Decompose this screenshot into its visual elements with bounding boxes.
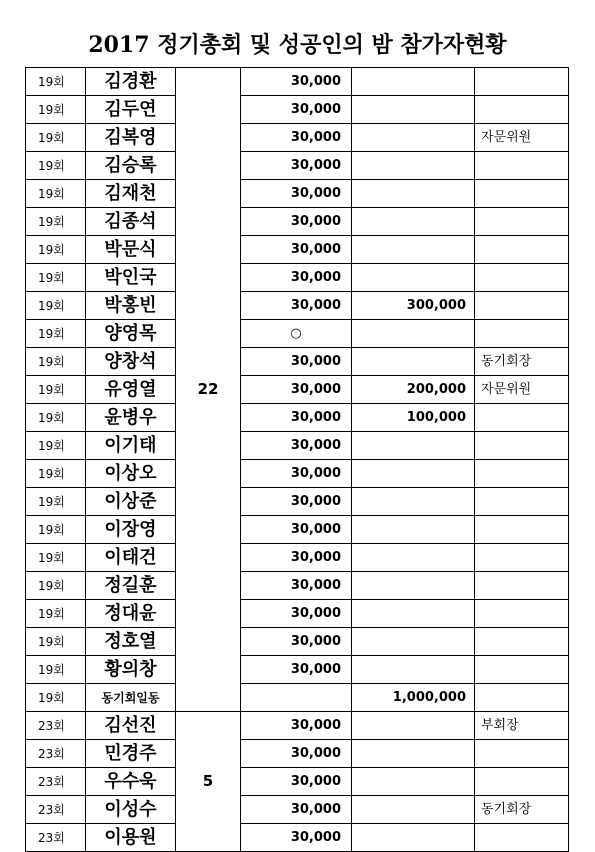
donation-cell: 200,000 [352, 376, 475, 404]
class-year-cell: 23회 [26, 824, 86, 852]
fee-cell: 30,000 [241, 208, 352, 236]
fee-cell: 30,000 [241, 600, 352, 628]
note-cell [475, 236, 569, 264]
name-cell: 정길훈 [86, 572, 176, 600]
participant-table [25, 67, 569, 852]
donation-cell [352, 432, 475, 460]
table-row [26, 208, 569, 236]
donation-cell: 300,000 [352, 292, 475, 320]
table-row [26, 796, 569, 824]
note-cell [475, 516, 569, 544]
note-cell [475, 96, 569, 124]
class-year-cell: 19회 [26, 208, 86, 236]
fee-cell: 30,000 [241, 264, 352, 292]
class-year-cell: 19회 [26, 124, 86, 152]
name-cell: 이상오 [86, 460, 176, 488]
name-cell: 황의창 [86, 656, 176, 684]
table-row [26, 572, 569, 600]
name-cell: 박문식 [86, 236, 176, 264]
class-year-cell: 19회 [26, 152, 86, 180]
name-cell: 유영열 [86, 376, 176, 404]
donation-cell [352, 68, 475, 96]
note-cell [475, 684, 569, 712]
fee-cell: 30,000 [241, 152, 352, 180]
class-year-cell: 23회 [26, 740, 86, 768]
fee-cell: ○ [241, 320, 352, 348]
donation-cell [352, 460, 475, 488]
note-cell [475, 180, 569, 208]
fee-cell: 30,000 [241, 572, 352, 600]
class-year-cell: 19회 [26, 96, 86, 124]
note-cell [475, 68, 569, 96]
donation-cell [352, 516, 475, 544]
name-cell: 윤병우 [86, 404, 176, 432]
note-cell: 동기회장 [475, 348, 569, 376]
name-cell: 김승록 [86, 152, 176, 180]
group-count-cell: 22 [176, 68, 241, 712]
fee-cell: 30,000 [241, 768, 352, 796]
note-cell: 동기회장 [475, 796, 569, 824]
table-row [26, 68, 569, 96]
donation-cell [352, 488, 475, 516]
donation-cell [352, 180, 475, 208]
donation-cell [352, 572, 475, 600]
fee-cell: 30,000 [241, 236, 352, 264]
table-row [26, 460, 569, 488]
fee-cell: 30,000 [241, 824, 352, 852]
name-cell: 양영목 [86, 320, 176, 348]
donation-cell [352, 348, 475, 376]
table-row [26, 628, 569, 656]
class-year-cell: 19회 [26, 68, 86, 96]
donation-cell [352, 236, 475, 264]
class-year-cell: 19회 [26, 264, 86, 292]
class-year-cell: 19회 [26, 432, 86, 460]
fee-cell: 30,000 [241, 488, 352, 516]
name-cell: 정호열 [86, 628, 176, 656]
name-cell: 이상준 [86, 488, 176, 516]
donation-cell [352, 96, 475, 124]
table-row [26, 124, 569, 152]
fee-cell: 30,000 [241, 348, 352, 376]
class-year-cell: 19회 [26, 656, 86, 684]
donation-cell [352, 768, 475, 796]
donation-cell [352, 656, 475, 684]
fee-cell: 30,000 [241, 96, 352, 124]
donation-cell [352, 712, 475, 740]
name-cell: 이장영 [86, 516, 176, 544]
donation-cell [352, 740, 475, 768]
class-year-cell: 19회 [26, 628, 86, 656]
note-cell [475, 768, 569, 796]
name-cell: 김두연 [86, 96, 176, 124]
fee-cell: 30,000 [241, 180, 352, 208]
fee-cell: 30,000 [241, 68, 352, 96]
name-cell: 김재천 [86, 180, 176, 208]
group-count-cell: 5 [176, 712, 241, 852]
table-row [26, 348, 569, 376]
note-cell [475, 432, 569, 460]
fee-cell: 30,000 [241, 544, 352, 572]
name-cell: 이용원 [86, 824, 176, 852]
table-row [26, 544, 569, 572]
fee-cell: 30,000 [241, 516, 352, 544]
table-row [26, 488, 569, 516]
donation-cell [352, 320, 475, 348]
note-cell [475, 488, 569, 516]
table-row [26, 684, 569, 712]
note-cell: 부회장 [475, 712, 569, 740]
note-cell: 자문위원 [475, 124, 569, 152]
note-cell [475, 656, 569, 684]
note-cell [475, 208, 569, 236]
name-cell: 우수욱 [86, 768, 176, 796]
note-cell [475, 264, 569, 292]
class-year-cell: 23회 [26, 768, 86, 796]
table-row [26, 264, 569, 292]
name-cell: 박홍빈 [86, 292, 176, 320]
donation-cell: 100,000 [352, 404, 475, 432]
donation-cell [352, 600, 475, 628]
table-row [26, 404, 569, 432]
table-row [26, 180, 569, 208]
donation-cell [352, 824, 475, 852]
donation-cell: 1,000,000 [352, 684, 475, 712]
class-year-cell: 19회 [26, 180, 86, 208]
note-cell [475, 404, 569, 432]
class-year-cell: 19회 [26, 460, 86, 488]
class-year-cell: 19회 [26, 404, 86, 432]
note-cell [475, 824, 569, 852]
donation-cell [352, 796, 475, 824]
class-year-cell: 19회 [26, 572, 86, 600]
fee-cell: 30,000 [241, 404, 352, 432]
note-cell [475, 292, 569, 320]
participant-table-body [26, 68, 569, 852]
note-cell [475, 320, 569, 348]
table-row [26, 656, 569, 684]
name-cell: 김복영 [86, 124, 176, 152]
class-year-cell: 19회 [26, 348, 86, 376]
class-year-cell: 19회 [26, 488, 86, 516]
name-cell: 이태건 [86, 544, 176, 572]
table-row [26, 712, 569, 740]
donation-cell [352, 544, 475, 572]
name-cell: 이기태 [86, 432, 176, 460]
fee-cell: 30,000 [241, 124, 352, 152]
note-cell [475, 600, 569, 628]
class-year-cell: 19회 [26, 684, 86, 712]
name-cell: 박인국 [86, 264, 176, 292]
note-cell [475, 544, 569, 572]
donation-cell [352, 152, 475, 180]
page-title: 2017 정기총회 및 성공인의 밤 참가자현황 [88, 32, 507, 58]
name-cell: 동기회일동 [86, 684, 176, 712]
fee-cell: 30,000 [241, 656, 352, 684]
table-row [26, 740, 569, 768]
table-row [26, 96, 569, 124]
name-cell: 김경환 [86, 68, 176, 96]
table-row [26, 320, 569, 348]
class-year-cell: 19회 [26, 292, 86, 320]
name-cell: 민경주 [86, 740, 176, 768]
class-year-cell: 19회 [26, 544, 86, 572]
name-cell: 김선진 [86, 712, 176, 740]
class-year-cell: 19회 [26, 376, 86, 404]
fee-cell: 30,000 [241, 628, 352, 656]
table-row [26, 600, 569, 628]
class-year-cell: 19회 [26, 320, 86, 348]
note-cell [475, 460, 569, 488]
class-year-cell: 19회 [26, 236, 86, 264]
table-row [26, 152, 569, 180]
donation-cell [352, 628, 475, 656]
donation-cell [352, 124, 475, 152]
table-row [26, 292, 569, 320]
name-cell: 이성수 [86, 796, 176, 824]
donation-cell [352, 264, 475, 292]
name-cell: 정대윤 [86, 600, 176, 628]
donation-cell [352, 208, 475, 236]
table-row [26, 236, 569, 264]
name-cell: 양창석 [86, 348, 176, 376]
class-year-cell: 19회 [26, 600, 86, 628]
note-cell [475, 740, 569, 768]
class-year-cell: 23회 [26, 796, 86, 824]
fee-cell: 30,000 [241, 376, 352, 404]
table-row [26, 376, 569, 404]
fee-cell: 30,000 [241, 712, 352, 740]
name-cell: 김종석 [86, 208, 176, 236]
class-year-cell: 19회 [26, 516, 86, 544]
note-cell [475, 628, 569, 656]
note-cell [475, 572, 569, 600]
fee-cell: 30,000 [241, 740, 352, 768]
note-cell: 자문위원 [475, 376, 569, 404]
table-row [26, 516, 569, 544]
table-row [26, 768, 569, 796]
note-cell [475, 152, 569, 180]
fee-cell: 30,000 [241, 292, 352, 320]
fee-cell: 30,000 [241, 796, 352, 824]
fee-cell: 30,000 [241, 460, 352, 488]
class-year-cell: 23회 [26, 712, 86, 740]
fee-cell [241, 684, 352, 712]
fee-cell: 30,000 [241, 432, 352, 460]
table-row [26, 432, 569, 460]
table-row [26, 824, 569, 852]
